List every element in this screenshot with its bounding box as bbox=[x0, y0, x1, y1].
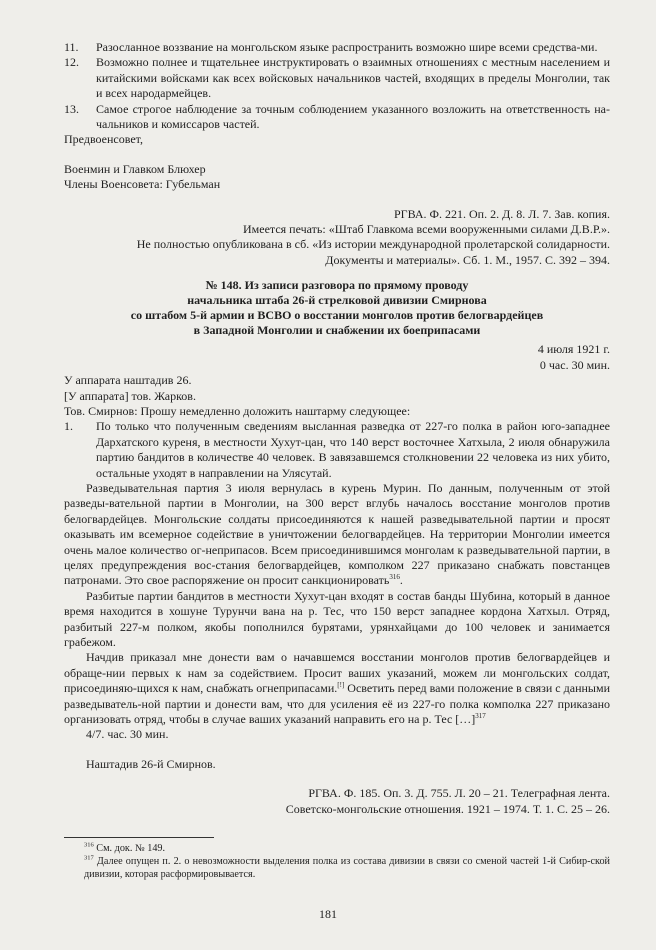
apparatus-line-1: У аппарата наштадив 26. bbox=[64, 373, 192, 388]
list-number: 1. bbox=[64, 419, 73, 434]
list-text: По только что полученным сведениям высланная разведка от 227-го полка в район юго-западнее Дархатского куреня, в местности Хухут-цан, что 140 верст восточнее Хатхыла, 2 июля обнаружила партию бандитов в количестве 40 человек. В завязавшемся столкновении 22 человека из них убито, остальные уходят в направлении на Улясутай. bbox=[96, 419, 610, 480]
document-title: № 148. Из записи разговора по прямому проводу начальника штаба 26-й стрелковой дивизии Смирнова со штабом 5-й армии и ВСВО о восстании монголов против белогвардейцев в Западной Монголии и снабжении их боеприпасами bbox=[130, 278, 544, 338]
footnote-316: $^{316}$ См. док. № 149. bbox=[84, 841, 166, 855]
signoff-line: Наштадив 26-й Смирнов. bbox=[86, 756, 216, 771]
signer-2: Члены Военсовета: Губельман bbox=[64, 177, 221, 192]
smirnov-line: Тов. Смирнов: Прошу немедленно доложить наштарму следующее: bbox=[64, 403, 411, 418]
sic-mark: [!] bbox=[337, 681, 345, 690]
signer-1: Военмин и Главком Блюхер bbox=[64, 161, 206, 176]
list-item-11 bbox=[64, 40, 610, 55]
list-item-13 bbox=[64, 102, 610, 133]
list-number: 11. bbox=[64, 40, 79, 54]
paragraph-3: Начдив приказал мне донести вам о начавшемся восстании монголов против белогвардейцев и обраще-нии первых к нам за содействием. Просит ваших указаний, можем ли монгольских солдат, присоединяю-щихся к нам, снабжать огнеприпасами.[!] Осветить перед вами положение в связи с данными разведыватель-ной партии и донести вам, что для усиления её из 227-го полка комполка 227 приказано организовать отряд, чтобы в случае ваших указаний направить его на р. Тес […]$^{317}$ bbox=[64, 650, 610, 727]
document-date: 4 июля 1921 г. bbox=[537, 342, 610, 357]
paragraph-2: Разбитые партии бандитов в местности Хухут-цан входят в состав банды Шубина, который в данное время находится в хошуне Турунчи вана на р. Тес, что 150 верст западнее кордона Хатхыл. Отряд, разбитый 227-м полком, якобы пополнился бурятами, урянхайцами до 100 человек и занимается грабежом. bbox=[64, 588, 610, 649]
list-text: Разосланное воззвание на монгольском языке распространить возможно шире всеми средства-ми. bbox=[96, 40, 598, 54]
list-text: Возможно полнее и тщательнее инструктировать о взаимных отношениях с местным населением и китайскими войсками как всех войсковых начальников частей, входящих в пределы Монголии, так и всех народармейцев. bbox=[96, 55, 610, 101]
footnote-divider bbox=[64, 837, 214, 838]
apparatus-line-2: [У аппарата] тов. Жарков. bbox=[64, 388, 196, 403]
archival-source-1: РГВА. Ф. 221. Оп. 2. Д. 8. Л. 7. Зав. копия. Имеется печать: «Штаб Главкома всеми вооруженными силами Д.В.Р.». Не полностью опубликована в сб. «Из истории международной пролетарской солидарности. Документы и материалы». Сб. 1. М., 1957. С. 392 – 394. bbox=[136, 206, 610, 267]
paragraph-1: Разведывательная партия 3 июля вернулась в курень Мурин. По данным, полученным от этой разведы-вательной партии в Монголии, на 300 верст вглубь началось восстание монголов против белогвардейцев. Монгольские солдаты присоединяются к нашей разведывательной партии и просят оказывать им всемерное содействие в уничтожении белогвардейцев. На территории Монголии имеется очень малое количество ог-неприпасов. Всем присоединившимся монголам к разведывательной партии, в целях предупреждения вос-стания белогвардейцев, комполком 227 приказано снабжать повстанцев патронами. Это свое распоряжение он просит санкционировать$^{316}$. bbox=[64, 480, 610, 588]
time-line: 4/7. час. 30 мин. bbox=[86, 727, 169, 742]
list-text: Самое строгое наблюдение за точным соблюдением указанного возложить на ответственность на-чальников и комиссаров частей. bbox=[96, 101, 610, 132]
document-time: 0 час. 30 мин. bbox=[539, 357, 610, 372]
archival-source-2: РГВА. Ф. 185. Оп. 3. Д. 755. Л. 20 – 21. Телеграфная лента. Советско-монгольские отношения. 1921 – 1974. Т. 1. С. 25 – 26. bbox=[285, 786, 610, 816]
chair-line: Предвоенсовет, bbox=[64, 132, 144, 147]
footnote-ref-316: 316 bbox=[389, 573, 400, 582]
list-number: 12. bbox=[64, 55, 79, 70]
footnote-ref-317: 317 bbox=[475, 712, 486, 721]
list-item-12 bbox=[64, 55, 610, 101]
page-number: 181 bbox=[319, 907, 337, 921]
footnote-317: $^{317}$ Далее опущен п. 2. о невозможности выделения полка из состава дивизии в связи со сменой частей 1-й Сибир-ской дивизии, которая расформировывается. bbox=[84, 854, 610, 881]
list-item-1 bbox=[64, 419, 610, 481]
list-number: 13. bbox=[64, 101, 79, 116]
